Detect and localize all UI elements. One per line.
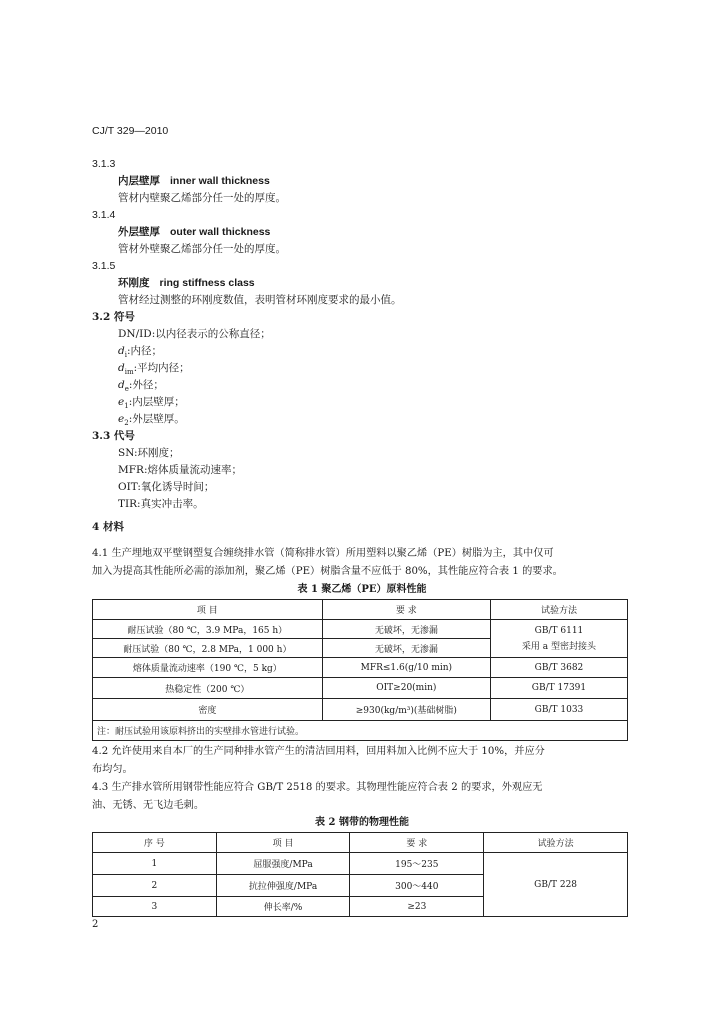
- table-1: [92, 599, 628, 741]
- paragraph-4-1-line1: 4.1 生产埋地双平壁钢塑复合缠绕排水管（简称排水管）所用塑料以聚乙烯（PE）树脂为主，其中仅可: [92, 548, 554, 559]
- code-item: MFR:熔体质量流动速率；: [118, 464, 242, 476]
- term-cn: 外层壁厚: [118, 226, 160, 238]
- section-heading: 3.3 代号: [92, 430, 135, 442]
- table-row: 耐压试验（80 ℃，3.9 MPa，165 h） 无破坏，无渗漏 GB/T 6111 采用 a 型密封接头: [93, 620, 628, 639]
- table-row: 耐压试验（80 ℃，2.8 MPa，1 000 h） 无破坏，无渗漏: [93, 639, 628, 658]
- paragraph-4-3-line1: 4.3 生产排水管所用钢带性能应符合 GB/T 2518 的要求。其物理性能应符合表 2 的要求，外观应无: [92, 782, 543, 793]
- symbol-item: $e_1$:内层壁厚；: [118, 396, 185, 411]
- table-header: 要 求: [322, 600, 490, 620]
- term-heading: [118, 276, 255, 290]
- term-en: inner wall thickness: [170, 175, 270, 187]
- table-note: 注：耐压试验用该原料挤出的实壁排水管进行试验。: [93, 721, 628, 741]
- table-row: [93, 721, 628, 741]
- term-definition: 管材经过测整的环刚度数值，表明管材环刚度要求的最小值。: [118, 294, 402, 306]
- merged-method-cell: GB/T 6111 采用 a 型密封接头: [490, 620, 627, 658]
- chapter-heading: 4 材料: [92, 521, 124, 533]
- merged-method-cell: GB/T 228: [484, 853, 628, 917]
- table-2: [92, 832, 628, 917]
- table-header: 试验方法: [490, 600, 627, 620]
- table-header: 要 求: [350, 833, 484, 853]
- symbol-item: $e_2$:外层壁厚。: [118, 413, 185, 428]
- table-row: 1 屈服强度/MPa 195～235 GB/T 228: [93, 853, 628, 875]
- paragraph-4-2-line1: 4.2 允许使用来自本厂的生产同种排水管产生的清洁回用料，回用料加入比例不应大于 10%，并应分: [92, 746, 545, 757]
- standard-number: CJ/T 329—2010: [92, 125, 169, 137]
- table-header: 项 目: [93, 600, 323, 620]
- table-row: 熔体质量流动速率（190 ℃，5 kg） MFR≤1.6(g/10 min) GB/T 3682: [93, 658, 628, 678]
- code-item: OIT:氧化诱导时间；: [118, 481, 215, 493]
- term-en: outer wall thickness: [170, 226, 271, 238]
- code-item: SN:环刚度；: [118, 447, 180, 459]
- table-header: 试验方法: [484, 833, 628, 853]
- term-cn: 环刚度: [118, 277, 150, 289]
- term-definition: 管材内壁聚乙烯部分任一处的厚度。: [118, 192, 286, 204]
- table-header: 序 号: [93, 833, 217, 853]
- table-row: 2 抗拉伸强度/MPa 300～440: [93, 875, 628, 897]
- page-number: 2: [92, 919, 99, 930]
- table-row: 热稳定性（200 ℃） OIT≥20(min) GB/T 17391: [93, 678, 628, 699]
- term-en: ring stiffness class: [159, 277, 255, 289]
- section-heading: 3.2 符号: [92, 311, 135, 323]
- term-cn: 内层壁厚: [118, 175, 160, 187]
- symbol-item: $d_e$:外径；: [118, 379, 164, 394]
- symbol-item: DN/ID:以内径表示的公称直径；: [118, 328, 271, 340]
- term-heading: [118, 225, 270, 239]
- paragraph-4-3-line2: 油、无锈、无飞边毛刺。: [92, 800, 205, 811]
- paragraph-4-2-line2: 布均匀。: [92, 764, 133, 775]
- clause-number: 3.1.5: [92, 260, 116, 272]
- table-row: 3 伸长率/% ≥23: [93, 897, 628, 917]
- clause-number: 3.1.4: [92, 209, 116, 221]
- term-definition: 管材外壁聚乙烯部分任一处的厚度。: [118, 243, 286, 255]
- clause-number: 3.1.3: [92, 158, 116, 170]
- symbol-item: $d_i$:内径；: [118, 345, 163, 360]
- table-1-caption: 表 1 聚乙烯（PE）原料性能: [297, 584, 427, 595]
- symbol-item: $d_{im}$:平均内径；: [118, 362, 190, 377]
- paragraph-4-1-line2: 加入为提高其性能所必需的添加剂，聚乙烯（PE）树脂含量不应低于 80%，其性能应符合表 1 的要求。: [92, 566, 563, 577]
- table-header: 项 目: [216, 833, 350, 853]
- term-heading: [118, 174, 270, 188]
- code-item: TIR:真实冲击率。: [118, 498, 204, 510]
- table-row: 密度 ≥930(kg/m³)(基础树脂) GB/T 1033: [93, 699, 628, 721]
- table-2-caption: 表 2 钢带的物理性能: [315, 817, 409, 828]
